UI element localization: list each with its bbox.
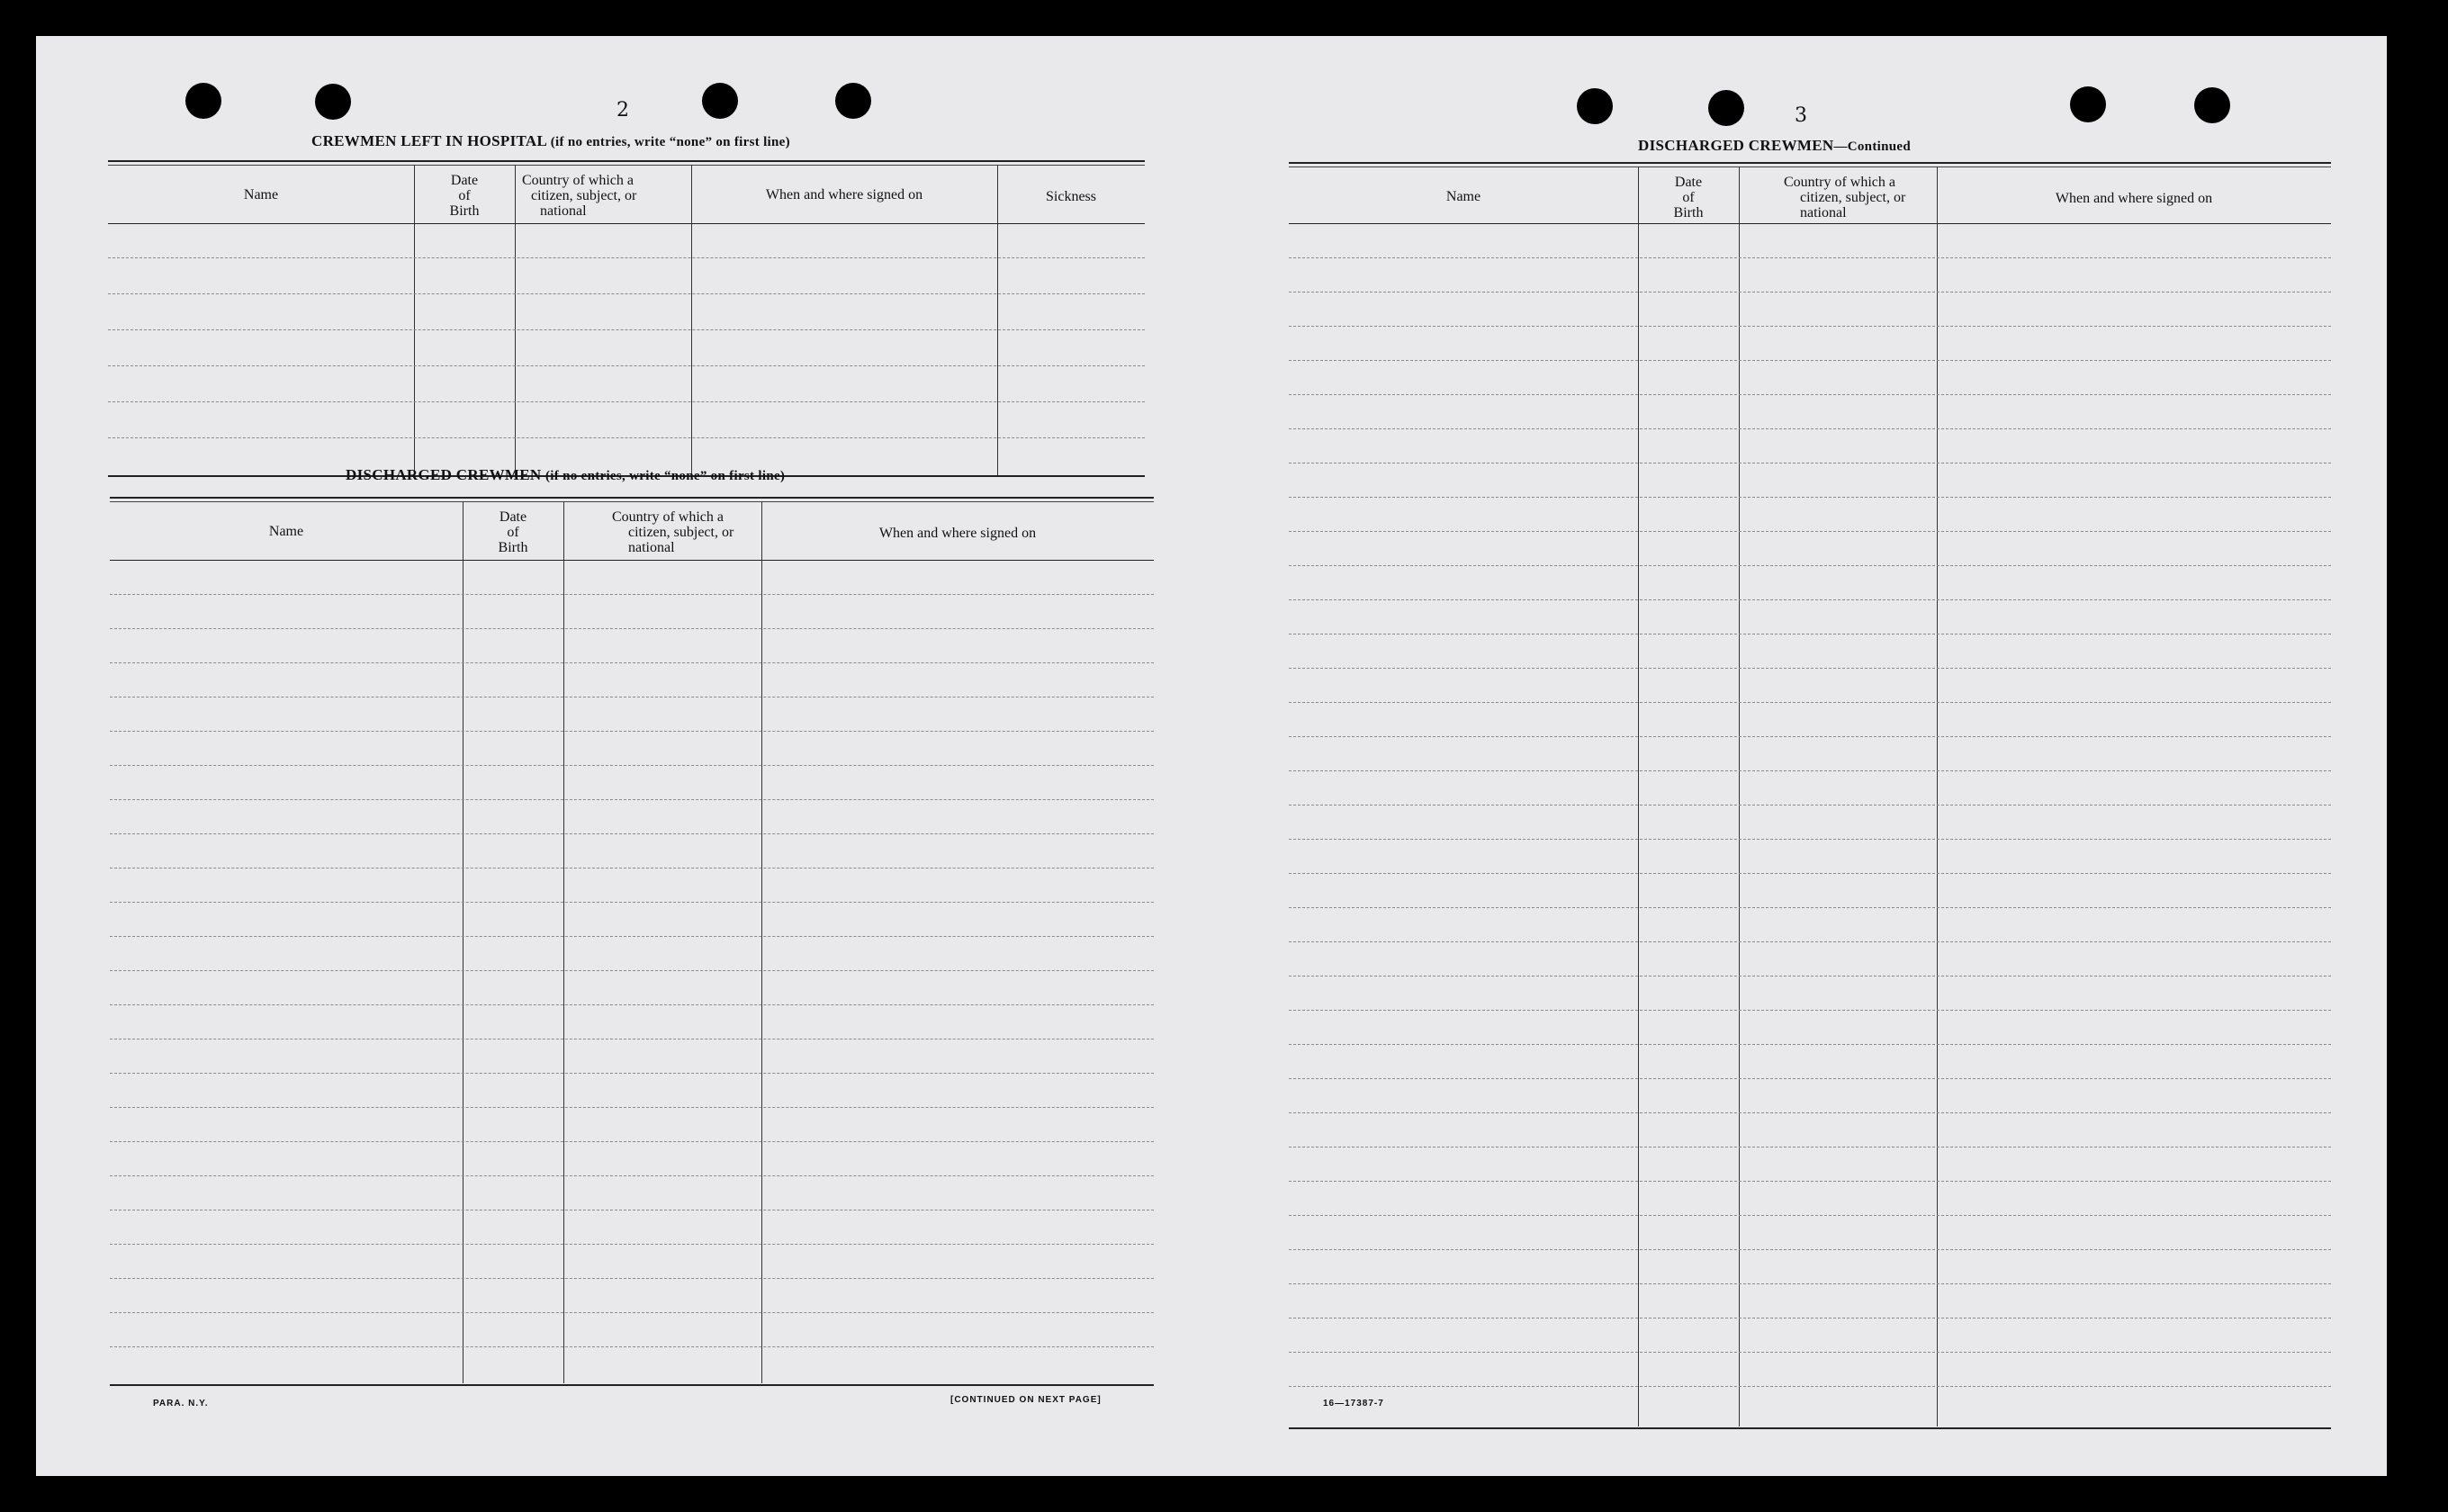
discharged-table-right [1289,162,2331,1429]
column-header-country: Country of which a citizen, subject, or national [612,509,734,555]
table-row[interactable] [1289,257,2331,258]
table-row[interactable] [1289,1147,2331,1148]
footer-form-number: 16—17387-7 [1323,1399,1384,1408]
footer-printer-left: PARA. N.Y. [153,1399,209,1408]
table-row[interactable] [110,1141,1154,1142]
table-row[interactable] [1289,394,2331,395]
table-row[interactable] [110,765,1154,766]
hospital-title-note: (if no entries, write “none” on first line) [550,135,790,149]
table-row[interactable] [1289,428,2331,429]
table-row[interactable] [1289,1352,2331,1353]
table-row[interactable] [110,731,1154,732]
table-row[interactable] [110,902,1154,903]
table-row[interactable] [1289,463,2331,464]
punch-hole [2070,86,2106,122]
table-row[interactable] [1289,565,2331,566]
table-row[interactable] [110,662,1154,663]
column-header-name: Name [1445,189,1481,204]
table-row[interactable] [1289,1283,2331,1284]
table-row[interactable] [110,1004,1154,1005]
table-row[interactable] [110,1107,1154,1108]
table-row[interactable] [1289,941,2331,942]
table-row[interactable] [110,1312,1154,1313]
table-row[interactable] [110,1346,1154,1347]
table-row[interactable] [110,628,1154,629]
table-row[interactable] [1289,1386,2331,1387]
table-row[interactable] [1289,599,2331,600]
table-row[interactable] [110,799,1154,800]
table-row[interactable] [1289,873,2331,874]
table-row[interactable] [108,293,1145,294]
discharged-table-left [110,497,1154,1386]
hospital-title-text: CREWMEN LEFT IN HOSPITAL [311,132,547,149]
table-row[interactable] [108,437,1145,438]
continued-suffix: —Continued [1833,140,1911,154]
column-header-name: Name [268,524,304,539]
table-row[interactable] [1289,1112,2331,1113]
column-header-name: Name [243,187,279,202]
table-row[interactable] [1289,1044,2331,1045]
table-row[interactable] [110,1278,1154,1279]
discharged-section-title [346,466,785,484]
punch-hole [702,83,738,119]
column-header-sickness: Sickness [1046,189,1096,204]
table-row[interactable] [110,970,1154,971]
table-row[interactable] [1289,839,2331,840]
punch-hole [1577,88,1613,124]
column-header-signed: When and where signed on [765,187,923,202]
table-row[interactable] [108,401,1145,402]
page-number-right: 3 [1795,104,1807,127]
table-row[interactable] [1289,531,2331,532]
table-row[interactable] [110,1244,1154,1245]
table-row[interactable] [1289,360,2331,361]
table-row[interactable] [1289,805,2331,806]
table-row[interactable] [1289,668,2331,669]
table-row[interactable] [1289,1249,2331,1250]
column-header-signed: When and where signed on [878,526,1037,541]
table-row[interactable] [1289,1181,2331,1182]
discharged-continued-title [1638,137,1911,155]
table-row[interactable] [110,936,1154,937]
column-header-signed: When and where signed on [2055,191,2213,206]
punch-hole [185,83,221,119]
table-row[interactable] [108,257,1145,258]
table-row[interactable] [1289,770,2331,771]
table-row[interactable] [108,365,1145,366]
hospital-table [108,160,1145,477]
table-row[interactable] [110,1175,1154,1176]
table-row[interactable] [110,1073,1154,1074]
table-row[interactable] [1289,1078,2331,1079]
footer-continued: [CONTINUED ON NEXT PAGE] [950,1395,1102,1405]
table-row[interactable] [1289,907,2331,908]
punch-hole [315,84,351,120]
punch-hole [2194,87,2230,123]
table-row[interactable] [1289,736,2331,737]
table-row[interactable] [110,833,1154,834]
punch-hole [835,83,871,119]
discharged-title-text: DISCHARGED CREWMEN [346,466,542,483]
table-row[interactable] [110,1039,1154,1040]
column-header-dob: Date of Birth [1673,175,1704,220]
table-row[interactable] [1289,497,2331,498]
table-row[interactable] [110,594,1154,595]
column-header-dob: Date of Birth [449,173,480,219]
discharged-title-note: (if no entries, write “none” on first line) [545,469,786,483]
table-row[interactable] [110,697,1154,698]
table-row[interactable] [1289,1215,2331,1216]
table-row[interactable] [108,329,1145,330]
column-header-country: Country of which a citizen, subject, or national [1784,175,1906,220]
form-sheet [36,36,2387,1476]
table-row[interactable] [1289,326,2331,327]
table-row[interactable] [1289,1010,2331,1011]
hospital-section-title [311,132,790,150]
column-header-country: Country of which a citizen, subject, or national [522,173,637,219]
page-number-left: 2 [616,99,629,122]
column-header-dob: Date of Birth [498,509,528,555]
discharged-continued-text: DISCHARGED CREWMEN [1638,137,1834,154]
punch-hole [1708,90,1744,126]
table-row[interactable] [1289,702,2331,703]
